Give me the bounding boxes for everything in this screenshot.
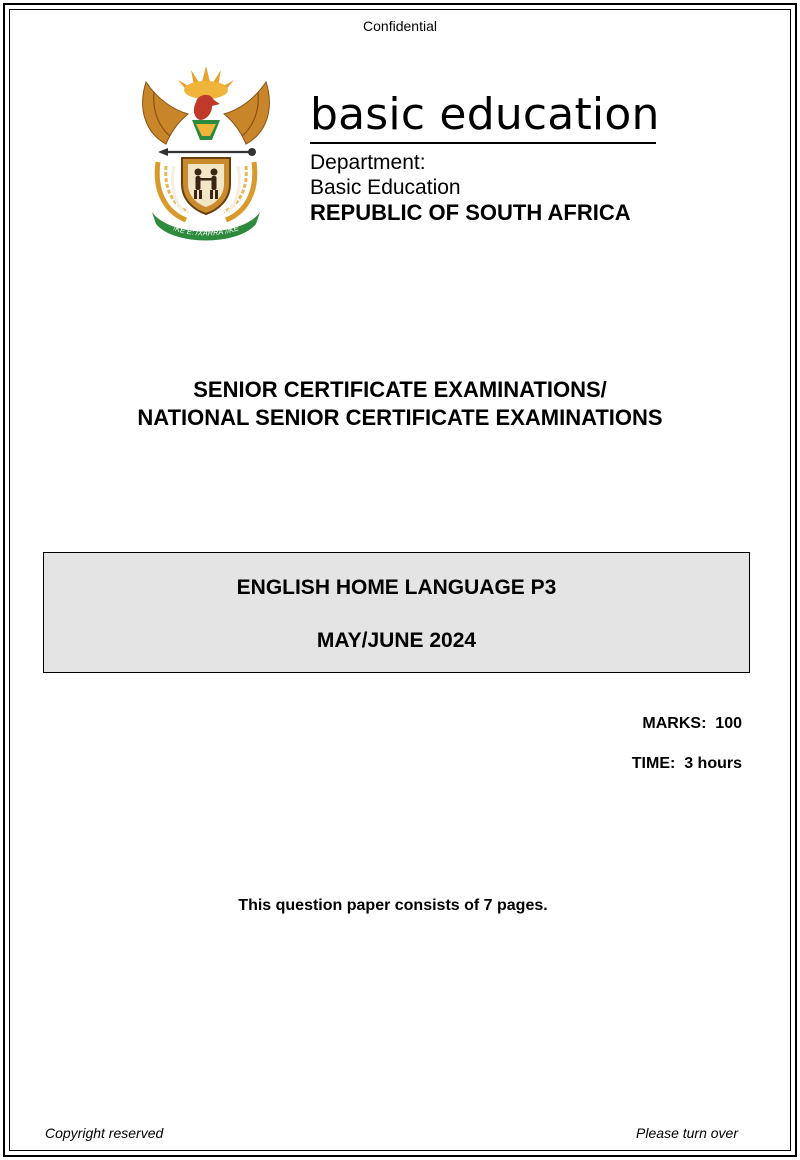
coat-of-arms-logo — [136, 62, 276, 242]
turn-over-footer: Please turn over — [636, 1125, 738, 1141]
subject-name: ENGLISH HOME LANGUAGE P3 — [236, 576, 557, 599]
crest-motto: !KE E: /XARRA //KE — [172, 223, 240, 238]
exam-heading-line1: SENIOR CERTIFICATE EXAMINATIONS/ — [193, 377, 607, 402]
subject-box — [43, 552, 750, 673]
department-name: Basic Education — [310, 176, 461, 199]
department-label: Department: — [310, 151, 426, 174]
page-count-note: This question paper consists of 7 pages. — [238, 897, 548, 914]
confidential-label: Confidential — [363, 18, 437, 34]
brand-title: basic education — [310, 89, 660, 140]
marks-total: MARKS: 100 — [642, 715, 742, 732]
exam-heading-line2: NATIONAL SENIOR CERTIFICATE EXAMINATIONS — [137, 405, 663, 430]
exam-session: MAY/JUNE 2024 — [316, 629, 477, 652]
time-allowed: TIME: 3 hours — [631, 755, 742, 772]
copyright-footer: Copyright reserved — [45, 1125, 164, 1141]
country-name: REPUBLIC OF SOUTH AFRICA — [310, 200, 631, 225]
brand-underline — [310, 142, 656, 144]
